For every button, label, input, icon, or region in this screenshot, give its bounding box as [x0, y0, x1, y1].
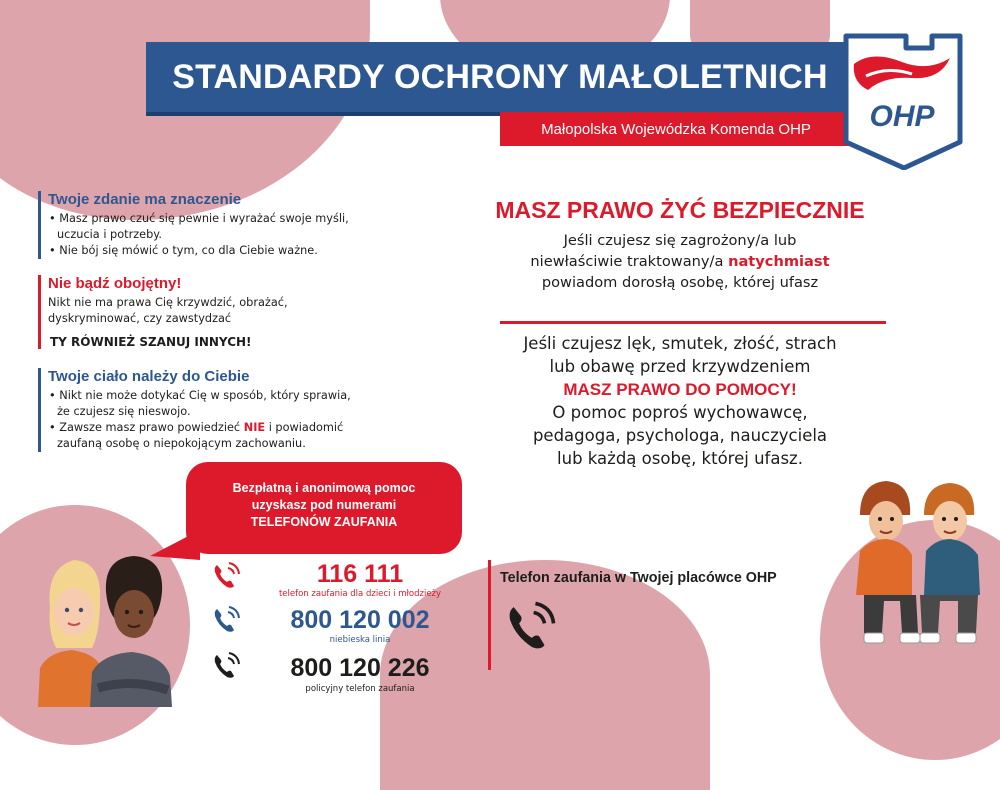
right-paragraph-1 — [470, 230, 890, 293]
line-text: niewłaściwie traktowany/a — [530, 253, 729, 270]
page-title: STANDARDY OCHRONY MAŁOLETNICH — [172, 57, 828, 96]
local-helpline-box — [488, 560, 828, 670]
section-line: że czujesz się nieswojo. — [57, 405, 191, 418]
section-line: • Masz prawo czuć się pewnie i wyrażać swoje myśli, — [49, 212, 349, 225]
kids-illustration-left — [28, 548, 183, 707]
section-line: uczucia i potrzeby. — [57, 228, 162, 241]
bubble-line: uzyskasz pod numerami — [251, 498, 397, 512]
logo-text: OHP — [869, 100, 935, 133]
phone-icon — [501, 598, 559, 656]
line-text: • Zawsze masz prawo powiedzieć — [49, 421, 244, 434]
organization-name: Małopolska Wojewódzka Komenda OHP — [541, 120, 811, 138]
speech-bubble — [186, 462, 462, 554]
phone-caption: policyjny telefon zaufania — [305, 684, 415, 694]
phone-caption: niebieska linia — [329, 635, 391, 645]
paragraph-line: Jeśli czujesz lęk, smutek, złość, strach — [523, 334, 837, 353]
help-highlight: MASZ PRAWO DO POMOCY! — [563, 380, 797, 399]
paragraph-line: powiadom dorosłą osobę, której ufasz — [541, 274, 819, 291]
phone-icon — [210, 604, 242, 636]
phone-number[interactable]: 800 120 226 — [290, 654, 430, 682]
section-title: Twoje zdanie ma znaczenie — [48, 191, 242, 208]
divider — [500, 321, 886, 324]
section-body — [38, 368, 398, 452]
right-paragraph-2 — [470, 332, 890, 470]
subtitle-banner — [500, 112, 852, 146]
section-opinion — [38, 191, 388, 259]
bubble-line: TELEFONÓW ZAUFANIA — [250, 515, 398, 529]
bubble-line: Bezpłatną i anonimową pomoc — [232, 481, 416, 495]
paragraph-line: O pomoc poproś wychowawcę, — [552, 403, 808, 422]
paragraph-line: lub obawę przed krzywdzeniem — [549, 357, 811, 376]
ohp-logo-icon — [832, 30, 972, 170]
paragraph-line: lub każdą osobę, której ufasz. — [557, 449, 803, 468]
kids-illustration-right — [850, 475, 990, 655]
title-banner — [146, 42, 854, 116]
section-line: • Nikt nie może dotykać Cię w sposób, który sprawia, — [49, 389, 351, 402]
section-line: Nikt nie ma prawa Cię krzywdzić, obrażać, — [48, 296, 288, 309]
section-not-indifferent — [38, 275, 388, 349]
highlight-word: natychmiast — [728, 253, 830, 270]
phone-icon — [210, 560, 242, 592]
paragraph-line — [470, 251, 890, 272]
local-helpline-title: Telefon zaufania w Twojej placówce OHP — [500, 570, 777, 586]
phone-number[interactable]: 116 111 — [316, 560, 404, 588]
line-text: i powiadomić — [265, 421, 344, 434]
phone-caption: telefon zaufania dla dzieci i młodzieży — [278, 589, 442, 599]
section-line: dyskryminować, czy zawstydzać — [48, 312, 232, 325]
phone-number[interactable]: 800 120 002 — [290, 606, 430, 634]
nie-highlight: NIE — [243, 421, 266, 434]
paragraph-line: pedagoga, psychologa, nauczyciela — [532, 426, 828, 445]
paragraph-line: Jeśli czujesz się zagrożony/a lub — [563, 232, 797, 249]
phone-icon — [210, 650, 242, 682]
right-title: MASZ PRAWO ŻYĆ BEZPIECZNIE — [495, 197, 865, 223]
section-line: zaufaną osobę o niepokojącym zachowaniu. — [57, 437, 306, 450]
section-emphasis: TY RÓWNIEŻ SZANUJ INNYCH! — [50, 335, 252, 349]
section-title: Nie bądź obojętny! — [48, 275, 182, 292]
section-line: • Nie bój się mówić o tym, co dla Ciebie ważne. — [49, 244, 318, 257]
section-line — [48, 420, 398, 436]
section-title: Twoje ciało należy do Ciebie — [48, 368, 250, 385]
